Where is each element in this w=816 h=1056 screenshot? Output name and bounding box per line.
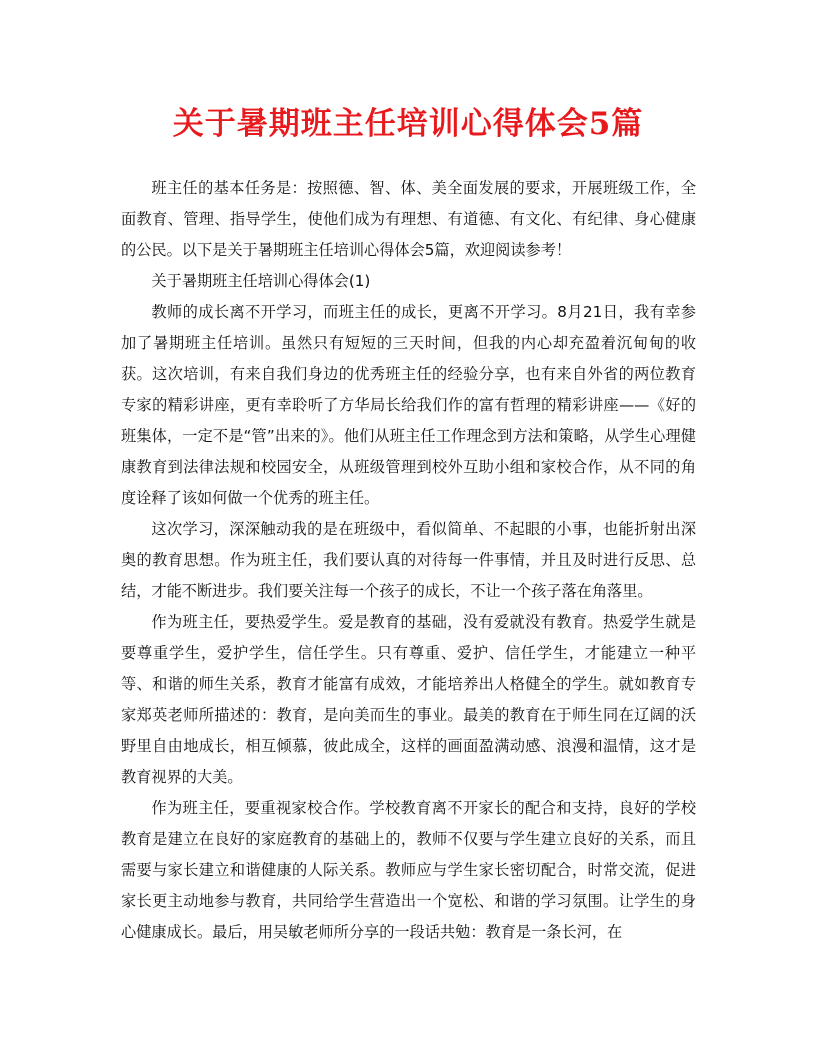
body-paragraph: 作为班主任，要热爱学生。爱是教育的基础，没有爱就没有教育。热爱学生就是要尊重学生，爱护学生，信任学生。只有尊重、爱护、信任学生，才能建立一种平等、和谐的师生关系，教育才能富有成效，才能培养出人格健全的学生。就如教育专家郑英老师所描述的：教育，是向美而生的事业。最美的教育在于师生同在辽阔的沃野里自由地成长，相互倾慕，彼此成全，这样的画面盈满动感、浪漫和温情，这才是教育视界的大美。 (121, 613, 696, 786)
section-heading: 关于暑期班主任培训心得体会(1) (151, 272, 371, 290)
body-paragraph: 这次学习，深深触动我的是在班级中，看似简单、不起眼的小事，也能折射出深奥的教育思想。作为班主任，我们要认真的对待每一件事情，并且及时进行反思、总结，才能不断进步。我们要关注每一个孩子的成长，不让一个孩子落在角落里。 (121, 520, 696, 600)
document-body (121, 173, 696, 948)
document-title: 关于暑期班主任培训心得体会5篇 (172, 106, 644, 142)
body-paragraph: 作为班主任，要重视家校合作。学校教育离不开家长的配合和支持，良好的学校教育是建立在良好的家庭教育的基础上的，教师不仅要与学生建立良好的关系，而且需要与家长建立和谐健康的人际关系。教师应与学生家长密切配合，时常交流，促进家长更主动地参与教育，共同给学生营造出一个宽松、和谐的学习氛围。让学生的身心健康成长。最后，用吴敏老师所分享的一段话共勉：教育是一条长河，在 (121, 799, 696, 941)
intro-paragraph: 班主任的基本任务是：按照德、智、体、美全面发展的要求，开展班级工作，全面教育、管理、指导学生，使他们成为有理想、有道德、有文化、有纪律、身心健康的公民。以下是关于暑期班主任培训心得体会5篇，欢迎阅读参考！ (121, 179, 696, 259)
body-paragraph: 教师的成长离不开学习，而班主任的成长，更离不开学习。8月21日，我有幸参加了暑期班主任培训。虽然只有短短的三天时间，但我的内心却充盈着沉甸甸的收获。这次培训，有来自我们身边的优秀班主任的经验分享，也有来自外省的两位教育专家的精彩讲座，更有幸聆听了方华局长给我们作的富有哲理的精彩讲座——《好的班集体，一定不是“管”出来的》。他们从班主任工作理念到方法和策略，从学生心理健康教育到法律法规和校园安全，从班级管理到校外互助小组和家校合作，从不同的角度诠释了该如何做一个优秀的班主任。 (121, 303, 696, 507)
